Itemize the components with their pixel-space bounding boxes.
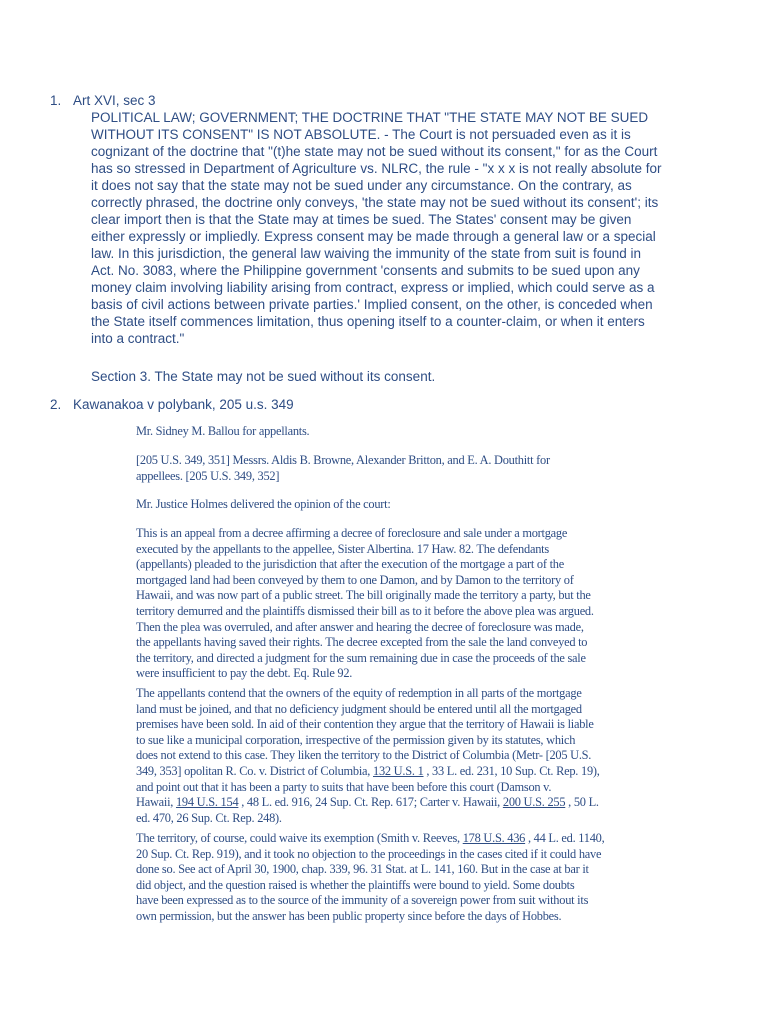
- citation-link-200-us-255[interactable]: 200 U.S. 255: [502, 795, 566, 810]
- counsel-line: Mr. Sidney M. Ballou for appellants.: [136, 424, 310, 438]
- citation-link-132-us-1[interactable]: 132 U.S. 1: [373, 763, 424, 778]
- citation-block: [205 U.S. 349, 351] Messrs. Aldis B. Browne, Alexander Britton, and E. A. Douthitt for appellees. [205 U.S. 349, 352]: [136, 453, 550, 483]
- section-text: Section 3. The State may not be sued without its consent.: [91, 369, 436, 384]
- citation-link-178-us-436[interactable]: 178 U.S. 436: [462, 831, 526, 845]
- opinion-paragraph-2: The appellants contend that the owners of the equity of redemption in all parts of the mortgage land must be joined, and that no deficiency judgment should be entered until all the mortgaged premises have been sold. In aid of their contention they argue that the territory of Hawaii is liable to sue like a municipal corporation, irrespective of the permission given by its statutes, which does not extend to this case. They liken the territory to the District of Columbia (Metr- [205 U.S. 349, 353] opolitan R. Co. v. District of Columbia, 132 U.S. 1 , 33 L. ed. 231, 10 Sup. Ct. Rep. 19), and point out that it has been a party to suits that have been before this court (Damson v. Hawaii, 194 U.S. 154 , 48 L. ed. 916, 24 Sup. Ct. Rep. 617; Carter v. Hawaii, 200 U.S. 255 , 50 L. ed. 470, 26 Sup. Ct. Rep. 248).: [136, 686, 600, 825]
- item-heading: Art XVI, sec 3: [73, 93, 156, 108]
- opinion-line: Mr. Justice Holmes delivered the opinion of the court:: [136, 497, 391, 511]
- opinion-paragraph-3: The territory, of course, could waive its exemption (Smith v. Reeves, 178 U.S. 436 , 44 L. ed. 1140, 20 Sup. Ct. Rep. 919), and it took no objection to the proceedings in the cases cited if it could have done so. See act of April 30, 1900, chap. 339, 96. 31 Stat. at L. 141, 160. But in the case at bar it did object, and the question raised is whether the plaintiffs were bound to yield. Some doubts have been expressed as to the source of the immunity of a sovereign power from suit without its own permission, but the answer has been public property since before the days of Hobbes.: [136, 831, 605, 923]
- item-heading: Kawanakoa v polybank, 205 u.s. 349: [73, 397, 294, 412]
- citation-link-194-us-154[interactable]: 194 U.S. 154: [175, 795, 239, 810]
- opinion-paragraph-1: This is an appeal from a decree affirming a decree of foreclosure and sale under a mortgage executed by the appellants to the appellee, Sister Albertina. 17 Haw. 82. The defendants (appellants) pleaded to the jurisdiction that after the execution of the mortgage a part of the mortgaged land had been conveyed by them to one Damon, and by Damon to the territory of Hawaii, and was now part of a public street. The bill originally made the territory a party, but the territory demurred and the plaintiffs dismissed their bill as to it before the above plea was argued. Then the plea was overruled, and after answer and hearing the decree of foreclosure was made, the appellants having saved their rights. The decree excepted from the sale the land conveyed to the territory, and directed a judgment for the sum remaining due in case the proceeds of the sale were insufficient to pay the debt. Eq. Rule 92.: [136, 526, 594, 681]
- item-number: 2.: [50, 397, 62, 412]
- item-number: 1.: [50, 93, 62, 108]
- item-body-text: POLITICAL LAW; GOVERNMENT; THE DOCTRINE THAT "THE STATE MAY NOT BE SUED WITHOUT ITS CONSENT" IS NOT ABSOLUTE. - The Court is not persuaded even as it is cognizant of the doctrine that "(t)he state may not be sued without its consent," for as the Court has so stressed in Department of Agriculture vs. NLRC, the rule - "x x x is not really absolute for it does not say that the state may not be sued under any circumstance. On the contrary, as correctly phrased, the doctrine only conveys, 'the state may not be sued without its consent'; its clear import then is that the State may at times be sued. The States' consent may be given either expressly or impliedly. Express consent may be made through a general law or a special law. In this jurisdiction, the general law waiving the immunity of the state from suit is found in Act. No. 3083, where the Philippine government 'consents and submits to be sued upon any money claim involving liability arising from contract, express or implied, which could serve as a basis of civil actions between private parties.' Implied consent, on the other, is conceded when the State itself commences limitation, thus opening itself to a counter-claim, or when it enters into a contract.": [91, 110, 662, 346]
